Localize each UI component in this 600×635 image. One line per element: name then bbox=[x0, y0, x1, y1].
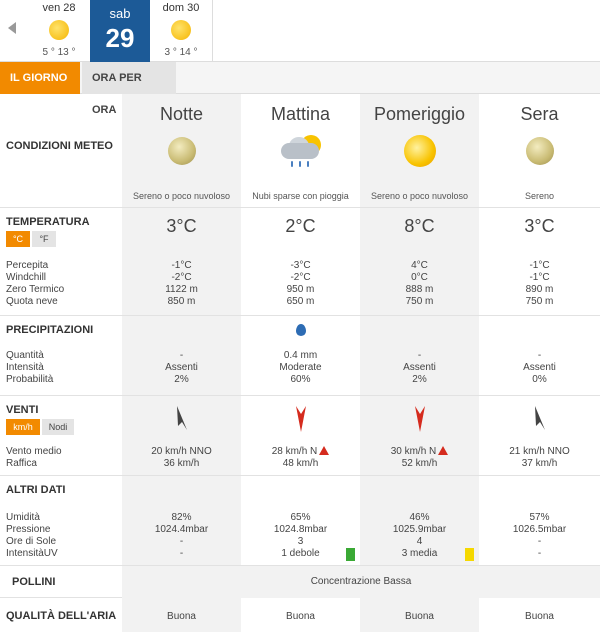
value-windchill: 0°C bbox=[411, 272, 428, 283]
period-title: Mattina bbox=[270, 104, 331, 124]
value-umidita: 46% bbox=[409, 512, 430, 523]
condition-text: Sereno o poco nuvoloso bbox=[370, 191, 469, 201]
tab-ora-per-ora[interactable]: ORA PER ORA bbox=[82, 62, 176, 94]
value-pressione: 1024.8mbar bbox=[273, 524, 328, 535]
day-item-ven-28[interactable] bbox=[28, 0, 90, 62]
value-ore-di-sole: - bbox=[179, 536, 184, 547]
value-ore-di-sole: 4 bbox=[416, 536, 423, 547]
day-name: sab bbox=[109, 6, 131, 21]
period-title: Sera bbox=[520, 104, 559, 124]
unit-kmh-button[interactable]: km/h bbox=[6, 419, 40, 435]
row-label-quantita: Quantità bbox=[6, 350, 44, 361]
temperature-label: TEMPERATURA bbox=[6, 216, 90, 228]
cloud-rain-icon bbox=[277, 135, 325, 169]
rain-drop-icon bbox=[296, 322, 306, 336]
value-quota-neve: 850 m bbox=[167, 296, 196, 307]
value-pressione: 1024.4mbar bbox=[154, 524, 209, 535]
value-umidita: 57% bbox=[529, 512, 550, 523]
value-ore-di-sole: - bbox=[537, 536, 542, 547]
value-raffica: 48 km/h bbox=[282, 458, 319, 469]
condition-text: Sereno o poco nuvoloso bbox=[132, 191, 231, 201]
wind-direction-arrow-icon bbox=[532, 404, 548, 432]
pollen-value: Concentrazione Bassa bbox=[122, 566, 600, 598]
day-name: ven 28 bbox=[42, 2, 76, 14]
air-quality-row bbox=[0, 598, 600, 632]
value-zero-termico: 1122 m bbox=[165, 284, 198, 295]
value-pressione: 1025.9mbar bbox=[392, 524, 447, 535]
value-quantita: 0.4 mm bbox=[283, 350, 318, 361]
wind-direction-arrow-icon bbox=[294, 404, 308, 434]
value-ore-di-sole: 3 bbox=[297, 536, 304, 547]
air-quality-value: Buona bbox=[405, 611, 434, 622]
value-probabilita: 2% bbox=[174, 374, 189, 385]
row-label-raffica: Raffica bbox=[6, 458, 37, 469]
value-windchill: -1°C bbox=[529, 272, 550, 283]
pollen-label: POLLINI bbox=[12, 576, 56, 588]
value-umidita: 82% bbox=[171, 512, 192, 523]
value-quota-neve: 750 m bbox=[405, 296, 434, 307]
period-notte bbox=[122, 94, 241, 207]
day-item-selected[interactable] bbox=[90, 0, 150, 62]
precipitation-label: PRECIPITAZIONI bbox=[6, 324, 94, 336]
value-intensita: Assenti bbox=[165, 362, 198, 373]
temperature-value: 3°C bbox=[166, 216, 197, 236]
row-label-probabilita: Probabilità bbox=[6, 374, 54, 385]
row-label-umidita: Umidità bbox=[6, 512, 40, 523]
value-percepita: -1°C bbox=[171, 260, 192, 271]
temperature-value: 8°C bbox=[404, 216, 435, 236]
unit-celsius-button[interactable]: °C bbox=[6, 231, 30, 247]
day-selector bbox=[0, 0, 600, 62]
value-probabilita: 60% bbox=[290, 374, 311, 385]
unit-knots-button[interactable]: Nodi bbox=[42, 419, 74, 435]
value-vento-medio: 21 km/h NNO bbox=[509, 446, 570, 457]
value-vento-medio: 30 km/h N bbox=[390, 446, 437, 457]
value-quantita: - bbox=[179, 350, 184, 361]
value-vento-medio: 28 km/h N bbox=[271, 446, 318, 457]
wind-label: VENTI bbox=[6, 404, 39, 416]
warning-icon bbox=[319, 446, 329, 455]
temperature-row bbox=[0, 208, 600, 316]
value-intensita-uv: - bbox=[179, 548, 184, 559]
previous-day-arrow-icon[interactable] bbox=[8, 22, 16, 34]
value-quota-neve: 750 m bbox=[525, 296, 554, 307]
row-label-windchill: Windchill bbox=[6, 272, 47, 283]
value-percepita: 4°C bbox=[411, 260, 428, 271]
temperature-value: 2°C bbox=[285, 216, 316, 236]
value-intensita-uv: - bbox=[537, 548, 542, 559]
value-zero-termico: 950 m bbox=[286, 284, 315, 295]
day-strip-empty bbox=[212, 0, 600, 62]
wind-row bbox=[0, 396, 600, 476]
other-data-row bbox=[0, 476, 600, 566]
value-zero-termico: 888 m bbox=[405, 284, 434, 295]
value-intensita: Assenti bbox=[523, 362, 556, 373]
value-intensita: Assenti bbox=[403, 362, 436, 373]
air-quality-value: Buona bbox=[525, 611, 554, 622]
row-label-intensita: Intensità bbox=[6, 362, 44, 373]
air-quality-label: QUALITÀ DELL'ARIA bbox=[6, 610, 117, 622]
value-quota-neve: 650 m bbox=[286, 296, 315, 307]
warning-icon bbox=[438, 446, 448, 455]
period-pomeriggio bbox=[360, 94, 479, 207]
row-label-percepita: Percepita bbox=[6, 260, 49, 271]
period-mattina bbox=[241, 94, 360, 207]
value-intensita-uv: 3 media bbox=[401, 548, 438, 559]
uv-level-indicator bbox=[465, 548, 474, 561]
moon-icon bbox=[168, 137, 196, 165]
sun-icon bbox=[171, 20, 191, 40]
row-label-pressione: Pressione bbox=[6, 524, 51, 535]
day-number: 29 bbox=[105, 23, 135, 53]
condition-text: Nubi sparse con pioggia bbox=[252, 191, 349, 201]
value-percepita: -1°C bbox=[529, 260, 550, 271]
value-intensita-uv: 1 debole bbox=[281, 548, 320, 559]
period-title: Pomeriggio bbox=[373, 104, 466, 124]
value-probabilita: 0% bbox=[532, 374, 547, 385]
temperature-value: 3°C bbox=[524, 216, 555, 236]
air-quality-value: Buona bbox=[286, 611, 315, 622]
day-name: dom 30 bbox=[162, 2, 200, 14]
moon-icon bbox=[526, 137, 554, 165]
period-sera bbox=[479, 94, 600, 207]
sun-icon bbox=[404, 135, 436, 167]
value-quantita: - bbox=[537, 350, 542, 361]
day-temps: 5 ° 13 ° bbox=[42, 47, 76, 58]
row-label-ore-di-sole: Ore di Sole bbox=[6, 536, 57, 547]
value-quantita: - bbox=[417, 350, 422, 361]
wind-direction-arrow-icon bbox=[413, 404, 427, 434]
value-umidita: 65% bbox=[290, 512, 311, 523]
value-intensita: Moderate bbox=[279, 362, 322, 373]
wind-direction-arrow-icon bbox=[174, 404, 190, 432]
row-label-vento-medio: Vento medio bbox=[6, 446, 62, 457]
condition-text: Sereno bbox=[524, 191, 555, 201]
day-item-dom-30[interactable] bbox=[150, 0, 212, 62]
value-pressione: 1026.5mbar bbox=[512, 524, 567, 535]
period-title: Notte bbox=[159, 104, 204, 124]
value-vento-medio: 20 km/h NNO bbox=[151, 446, 212, 457]
precipitation-row bbox=[0, 316, 600, 396]
row-label-zero-termico: Zero Termico bbox=[6, 284, 65, 295]
uv-level-indicator bbox=[346, 548, 355, 561]
value-raffica: 36 km/h bbox=[163, 458, 200, 469]
conditions-label: CONDIZIONI METEO bbox=[6, 140, 113, 152]
value-percepita: -3°C bbox=[290, 260, 311, 271]
pollen-row bbox=[0, 566, 600, 598]
value-probabilita: 2% bbox=[412, 374, 427, 385]
value-windchill: -2°C bbox=[171, 272, 192, 283]
conditions-row bbox=[0, 94, 600, 208]
value-windchill: -2°C bbox=[290, 272, 311, 283]
value-raffica: 37 km/h bbox=[521, 458, 558, 469]
unit-fahrenheit-button[interactable]: °F bbox=[32, 231, 56, 247]
air-quality-value: Buona bbox=[167, 611, 196, 622]
value-zero-termico: 890 m bbox=[525, 284, 554, 295]
sun-icon bbox=[49, 20, 69, 40]
day-temps: 3 ° 14 ° bbox=[164, 47, 198, 58]
value-raffica: 52 km/h bbox=[401, 458, 438, 469]
other-data-label: ALTRI DATI bbox=[6, 484, 66, 496]
row-label-quota-neve: Quota neve bbox=[6, 296, 58, 307]
tab-il-giorno[interactable]: IL GIORNO bbox=[0, 62, 80, 94]
row-label-intensita-uv: IntensitàUV bbox=[6, 548, 58, 559]
